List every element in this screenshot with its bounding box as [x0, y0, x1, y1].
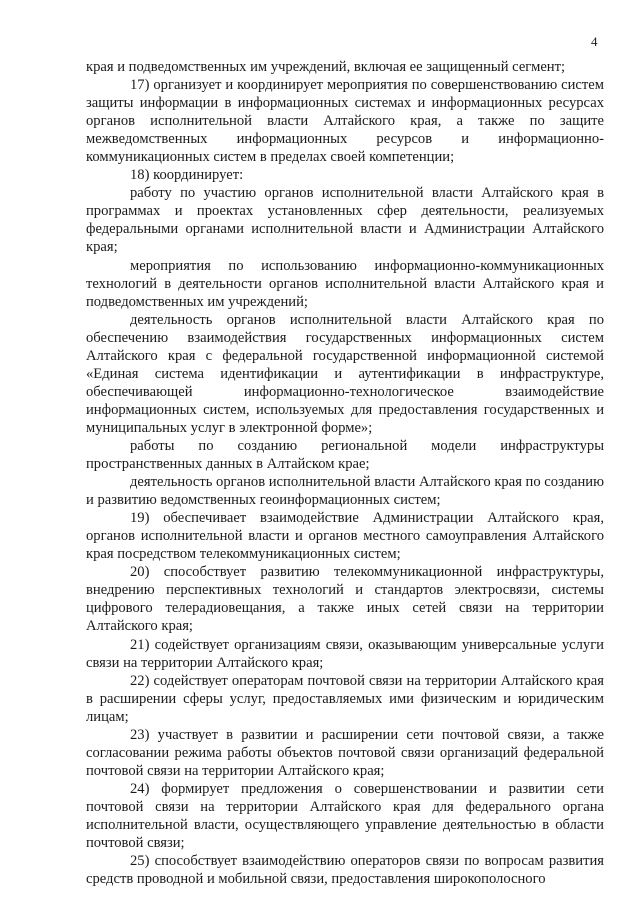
paragraph: 24) формирует предложения о совершенствовании и развитии сети почтовой связи на территории Алтайского края для федерального органа исполнительной власти, осуществляющего управление деятельностью в области почтовой связи;: [86, 780, 604, 852]
paragraph: 20) способствует развитию телекоммуникационной инфраструктуры, внедрению перспективных технологий и стандартов электросвязи, системы цифрового телерадиовещания, а также иных сетей связи на территории Алтайского края;: [86, 564, 604, 635]
paragraph: деятельность органов исполнительной власти Алтайского края по созданию и развитию ведомственных геоинформационных систем;: [86, 474, 605, 509]
page-number: 4: [591, 34, 598, 49]
paragraph: работу по участию органов исполнительной власти Алтайского края в программах и проектах установленных сфер деятельности, реализуемых федеральными органами исполнительной власти и Администрации Алтайского края;: [86, 185, 604, 256]
paragraph: мероприятия по использованию информационно-коммуникационных технологий в деятельности органов исполнительной власти Алтайского края и подведомственных им учреждений;: [86, 257, 604, 310]
paragraph: 19) обеспечивает взаимодействие Администрации Алтайского края, органов исполнительной власти и органов местного самоуправления Алтайского края посредством телекоммуникационных систем;: [86, 510, 604, 563]
paragraph: работы по созданию региональной модели инфраструктуры пространственных данных в Алтайском крае;: [86, 437, 604, 473]
paragraph: 21) содействует организациям связи, оказывающим универсальные услуги связи на территории Алтайского края;: [86, 636, 604, 671]
paragraph: 23) участвует в развитии и расширении сети почтовой связи, а также согласовании режима работы объектов почтовой связи организаций федеральной почтовой связи на территории Алтайского края;: [86, 726, 604, 779]
paragraph: 25) способствует взаимодействию операторов связи по вопросам развития средств проводной и мобильной связи, предоставления широкополосного: [86, 853, 604, 888]
paragraph: 22) содействует операторам почтовой связи на территории Алтайского края в расширении сферы услуг, предоставляемых ими физическим и юридическим лицам;: [86, 672, 604, 725]
paragraph: деятельность органов исполнительной власти Алтайского края по обеспечению взаимодействия государственных информационных систем Алтайского края с федеральной государственной информационной системой «Единая система идентификации и аутентификации в инфраструктуре, обеспечивающей информационно-технологическое взаимодействие информационных систем, используемых для предоставления государственных и муниципальных услуг в электронной форме»;: [86, 311, 604, 436]
paragraph: края и подведомственных им учреждений, включая ее защищенный сегмент;: [86, 59, 566, 75]
paragraph: 18) координирует:: [130, 167, 244, 184]
paragraph: 17) организует и координирует мероприятия по совершенствованию систем защиты информации в информационных системах и информационных ресурсах органов исполнительной власти Алтайского края, а также по защите межведомственных информационных ресурсов и информационно-коммуникационных систем в пределах своей компетенции;: [86, 77, 604, 166]
document-body: [86, 58, 604, 888]
